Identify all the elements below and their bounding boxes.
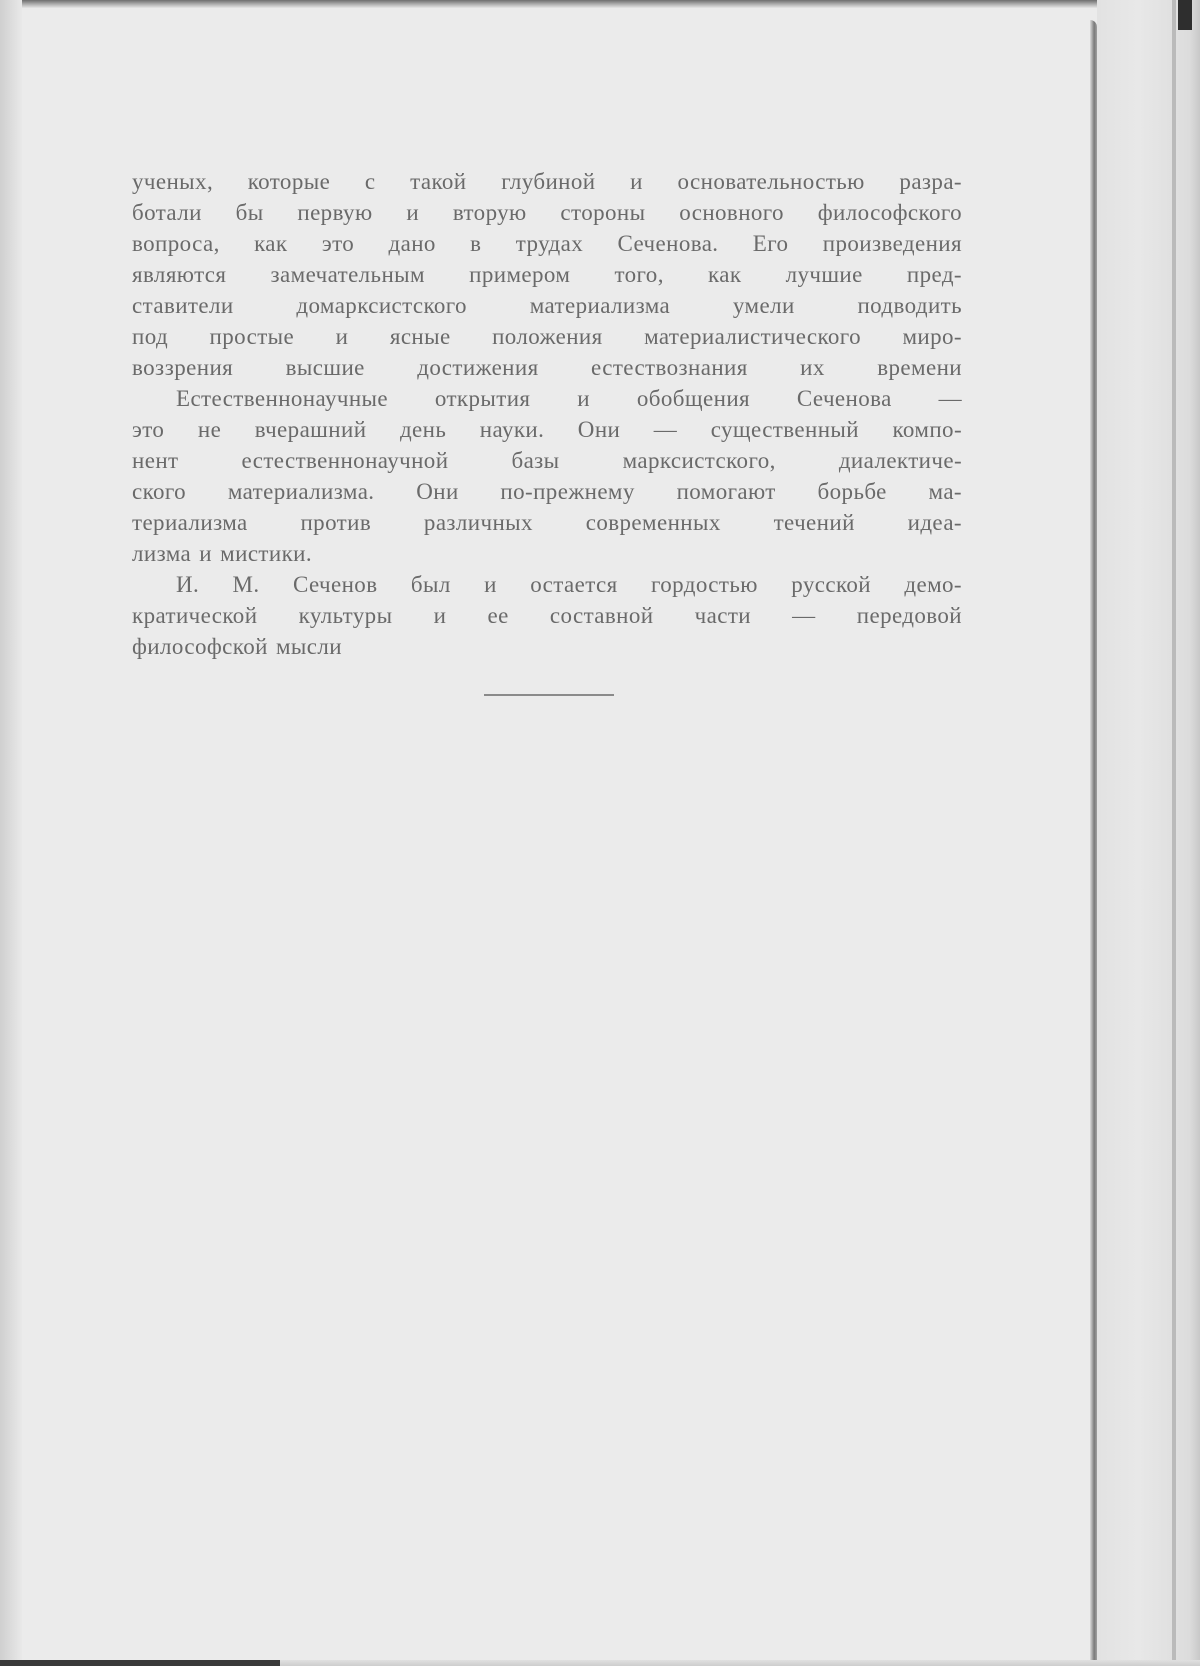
text-line: вопроса, как это дано в трудах Сеченова. Его произведения — [132, 231, 962, 256]
text-line: являются замечательным примером того, как лучшие пред- — [132, 262, 962, 287]
scan-right-margin — [1097, 0, 1200, 1666]
scan-corner-mark — [1178, 0, 1192, 30]
text-line: Естественнонаучные открытия и обобщения Сеченова — — [176, 386, 962, 411]
scan-top-edge — [0, 0, 1200, 8]
paragraph-1 — [132, 166, 962, 383]
text-line: ученых, которые с такой глубиной и основательностью разра- — [132, 169, 962, 194]
scan-right-line — [1172, 0, 1176, 1666]
text-line: ставители домарксистского материализма умели подводить — [132, 293, 962, 318]
text-line: нент естественнонаучной базы марксистского, диалектиче- — [132, 448, 962, 473]
paragraph-3 — [132, 569, 962, 662]
text-line: воззрения высшие достижения естествознания их времени — [132, 355, 962, 380]
body-text — [132, 166, 962, 662]
paragraph-2 — [132, 383, 962, 569]
text-line: ского материализма. Они по-прежнему помогают борьбе ма- — [132, 479, 962, 504]
text-line: это не вчерашний день науки. Они — существенный компо- — [132, 417, 962, 442]
scan-bottom-shadow — [280, 1660, 1200, 1666]
text-line: философской мысли — [132, 634, 342, 659]
text-line: лизма и мистики. — [132, 541, 313, 566]
scan-left-edge — [0, 0, 22, 1666]
text-line: кратической культуры и ее составной части — передовой — [132, 603, 962, 628]
text-line: И. М. Сеченов был и остается гордостью русской демо- — [176, 572, 962, 597]
text-line: под простые и ясные положения материалистического миро- — [132, 324, 962, 349]
page-fold-edge — [1090, 20, 1097, 1660]
end-of-text-rule — [484, 694, 614, 696]
text-line: териализма против различных современных течений идеа- — [132, 510, 962, 535]
text-line: ботали бы первую и вторую стороны основного философского — [132, 200, 962, 225]
scan-bottom-edge — [0, 1660, 280, 1666]
